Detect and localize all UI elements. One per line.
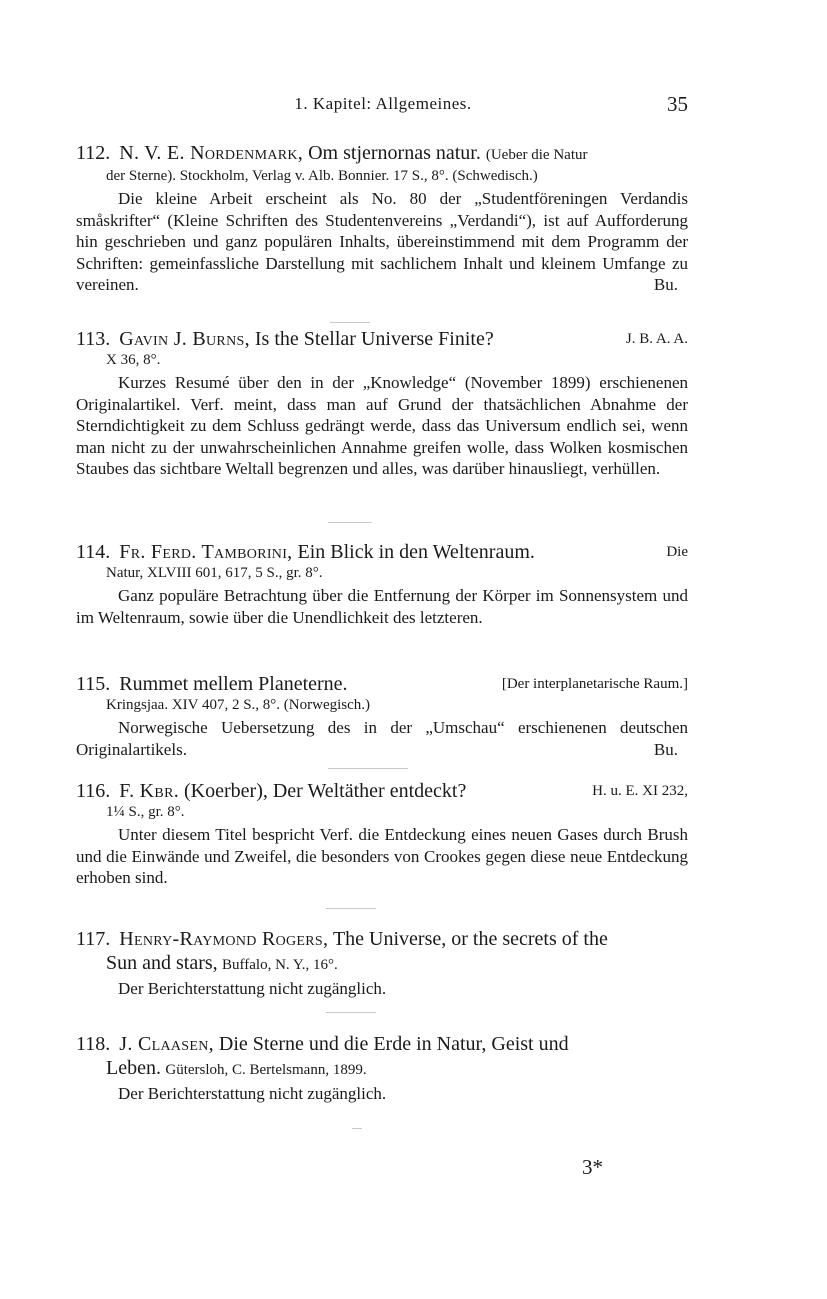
- entry-author: F. Kbr.: [119, 780, 180, 802]
- entry-number: 115.: [76, 673, 111, 695]
- entry-heading: [76, 141, 688, 167]
- entry-abstract: Kurzes Resumé über den in der „Knowledge“ (November 1899) erschienenen Originalartikel. Verf. meint, dass man auf Grund der thatsächlichen Abnahme der Sterndichtigkeit zu dem Schluss gedrängt werde, dass das Universum endlich sei, wenn man nicht zu der unwahrscheinlichen Annahme greifen wolle, dass Wolken kosmischen Staubes das sichtbare Weltall begrenzen und alles, was darüber hinausliegt, verhüllen.: [76, 373, 688, 478]
- entry-abstract: [76, 717, 688, 760]
- entry-source: Buffalo, N. Y., 16°.: [222, 957, 338, 973]
- entry-heading: [76, 1032, 688, 1056]
- entry-title: Rummet mellem Planeterne.: [119, 673, 348, 695]
- entry-number: 112.: [76, 142, 111, 164]
- chapter-title: 1. Kapitel: Allgemeines.: [294, 94, 472, 113]
- entry-source: Die: [666, 544, 688, 560]
- entry-number: 118.: [76, 1033, 111, 1055]
- entry-title: Die Sterne und die Erde in Natur, Geist und: [218, 1033, 569, 1055]
- entry-abstract: [76, 188, 688, 296]
- entry-heading: [76, 327, 688, 351]
- bibliography-entry-112: [76, 141, 688, 296]
- running-head: [78, 94, 688, 118]
- entry-heading: [76, 540, 688, 564]
- entry-abstract-text: Die kleine Arbeit erscheint als No. 80 der „Studentföreningen Verdandis småskrifter“ (Kleine Schriften des Studentenvereins „Verdandi“), ist auf Aufforderung hin geschrieben und ganz populären Inhalts, übereinstimmend mit dem Programm der Schriften: gemeinfassliche Darstellung mit sachlichem Inhalt und kleinem Umfange zu vereinen.: [76, 189, 688, 294]
- entry-author: J. Claasen,: [119, 1033, 214, 1055]
- entry-heading: [76, 779, 688, 803]
- separator-rule: [330, 322, 370, 323]
- entry-number: 117.: [76, 928, 111, 950]
- bibliography-entry-115: [76, 672, 688, 760]
- entry-author: N. V. E. Nordenmark,: [119, 142, 304, 164]
- entry-source: Gütersloh, C. Bertelsmann, 1899.: [165, 1062, 367, 1078]
- bibliography-entry-117: [76, 927, 688, 1000]
- entry-author: Henry-Raymond Rogers,: [119, 928, 329, 950]
- entry-source-continued: 1¼ S., gr. 8°.: [106, 804, 185, 820]
- entry-title-continued: Sun and stars,: [106, 952, 218, 974]
- entry-heading: [76, 927, 688, 951]
- entry-number: 114.: [76, 541, 111, 563]
- entry-heading-continued: [76, 951, 688, 976]
- entry-heading: [76, 672, 688, 696]
- entry-source-continued: Natur, XLVIII 601, 617, 5 S., gr. 8°.: [106, 565, 323, 581]
- entry-abstract: Ganz populäre Betrachtung über die Entfernung der Körper im Sonnensystem und im Weltenraum, sowie über die Unendlichkeit des letzteren.: [76, 586, 688, 627]
- entry-title: Is the Stellar Universe Finite?: [254, 328, 494, 350]
- entry-source: J. B. A. A.: [625, 331, 688, 347]
- entry-source-continued: der Sterne). Stockholm, Verlag v. Alb. Bonnier. 17 S., 8°. (Schwedisch.): [106, 168, 538, 184]
- separator-rule: [326, 1012, 376, 1013]
- entry-number: 116.: [76, 780, 111, 802]
- entry-number: 113.: [76, 328, 111, 350]
- entry-author: Gavin J. Burns,: [119, 328, 250, 350]
- entry-note: Der Berichterstattung nicht zugänglich.: [118, 979, 387, 998]
- printer-signature-mark: 3*: [582, 1155, 603, 1179]
- entry-title: Ein Blick in den Weltenraum.: [297, 541, 535, 563]
- bibliography-entry-116: [76, 779, 688, 889]
- entry-source-continued: X 36, 8°.: [106, 352, 161, 368]
- entry-source-continued: Kringsjaa. XIV 407, 2 S., 8°. (Norwegisch.): [106, 697, 371, 713]
- entry-title: The Universe, or the secrets of the: [332, 928, 608, 950]
- separator-rule: [328, 768, 408, 769]
- bibliography-entry-118: [76, 1032, 688, 1105]
- separator-rule: [352, 1128, 362, 1129]
- entry-source: [Der interplanetarische Raum.]: [501, 676, 688, 692]
- entry-note: Der Berichterstattung nicht zugänglich.: [118, 1084, 387, 1103]
- bibliography-entry-114: [76, 540, 688, 628]
- page-number: 35: [667, 92, 688, 116]
- entry-title: (Koerber), Der Weltäther entdeckt?: [184, 780, 467, 802]
- entry-title-continued: Leben.: [106, 1057, 161, 1079]
- entry-abstract: Unter diesem Titel bespricht Verf. die Entdeckung eines neuen Gases durch Brush und die Einwände und Zweifel, die besonders von Crookes gegen diese neue Entdeckung erhoben sind.: [76, 825, 688, 887]
- separator-rule: [326, 908, 376, 909]
- entry-abstract-text: Norwegische Uebersetzung des in der „Umschau“ erschienenen deutschen Originalartikels.: [76, 718, 688, 759]
- separator-rule: [328, 522, 372, 523]
- entry-author: Fr. Ferd. Tamborini,: [119, 541, 293, 563]
- reviewer-signature: Bu.: [653, 739, 678, 759]
- entry-source: (Ueber die Natur: [485, 147, 588, 163]
- entry-title: Om stjernornas natur.: [308, 142, 481, 164]
- reviewer-signature: Bu.: [653, 275, 678, 294]
- entry-heading-continued: [76, 1056, 688, 1081]
- bibliography-entry-113: [76, 327, 688, 480]
- entry-source: H. u. E. XI 232,: [592, 783, 688, 799]
